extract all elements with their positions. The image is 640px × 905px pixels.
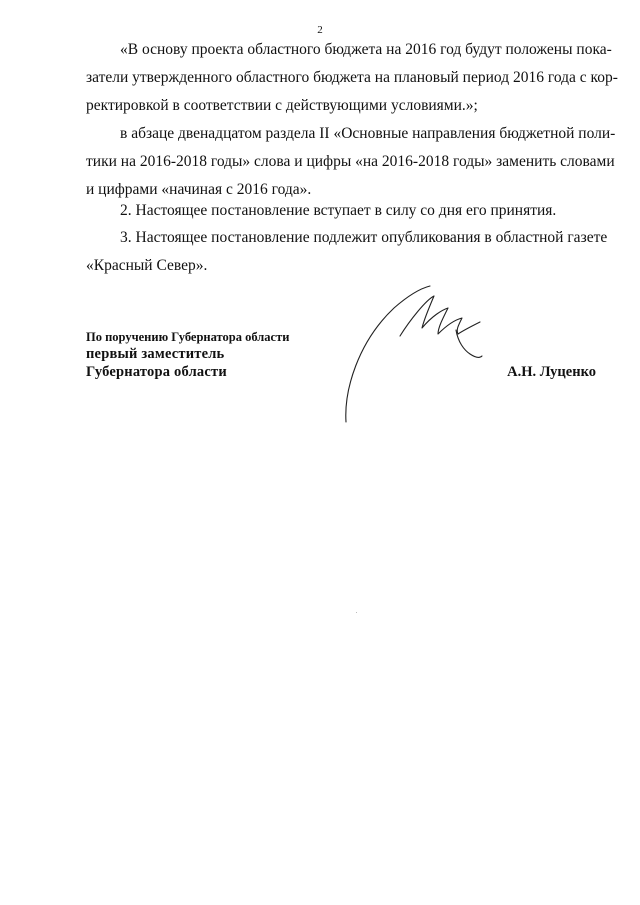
handwritten-signature [330, 280, 500, 430]
signature-block-authority: По поручению Губернатора области [86, 330, 290, 344]
paragraph-4-line-1: 3. Настоящее постановление подлежит опубликования в областной газете [120, 229, 608, 246]
signature-block-title-line-1: первый заместитель [86, 346, 225, 362]
paragraph-4-line-2: «Красный Север». [86, 257, 208, 274]
paragraph-1-line-3: ректировкой в соответствии с действующими условиями.»; [86, 97, 478, 114]
signatory-name: А.Н. Луценко [507, 364, 596, 380]
signature-stroke-main [346, 286, 430, 422]
paragraph-1-line-2: затели утвержденного областного бюджета на плановый период 2016 года с кор- [86, 69, 618, 86]
paragraph-1-line-1: «В основу проекта областного бюджета на 2016 год будут положены пока- [120, 41, 612, 58]
paragraph-2-line-3: и цифрами «начиная с 2016 года». [86, 181, 312, 198]
paragraph-2-line-2: тики на 2016-2018 годы» слова и цифры «на 2016-2018 годы» заменить словами [86, 153, 615, 170]
page-number: 2 [317, 24, 323, 36]
scan-speck [356, 612, 357, 613]
signature-block-title-line-2: Губернатора области [86, 364, 227, 380]
signature-stroke-tail [456, 330, 482, 357]
paragraph-3-line-1: 2. Настоящее постановление вступает в силу со дня его принятия. [120, 202, 557, 219]
paragraph-2-line-1: в абзаце двенадцатом раздела II «Основные направления бюджетной поли- [120, 125, 616, 142]
signature-stroke-loops [400, 296, 480, 336]
